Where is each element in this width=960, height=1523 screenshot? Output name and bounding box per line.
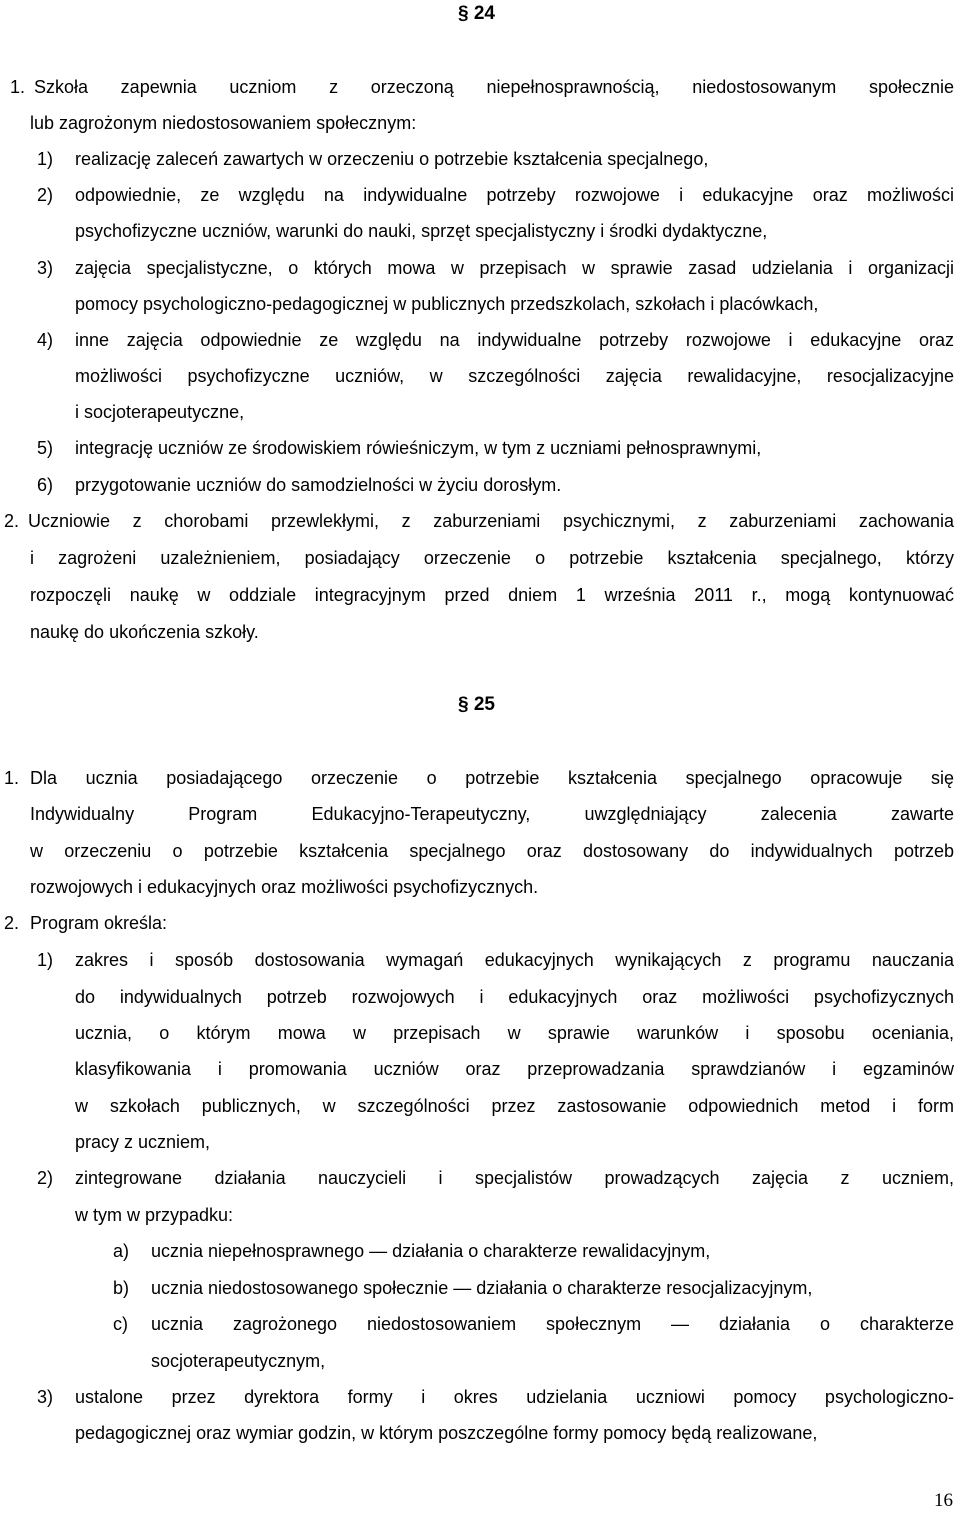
paragraph-number: 2. xyxy=(4,913,20,933)
paragraph-text-line: lub zagrożonym niedostosowaniem społecznym: xyxy=(30,113,417,133)
section-heading-24: § 24 xyxy=(458,3,495,24)
list-item-text: ustalone przez dyrektora formy i okres udzielania uczniowi pomocy psychologiczno- xyxy=(75,1387,954,1407)
sublist-item-marker: c) xyxy=(113,1314,128,1334)
paragraph-text-line: Szkoła zapewnia uczniom z orzeczoną niepełnosprawnością, niedostosowanym społecznie xyxy=(34,77,954,97)
list-item-text: w szkołach publicznych, w szczególności przez zastosowanie odpowiednich metod i form xyxy=(75,1096,954,1116)
list-item-marker: 3) xyxy=(37,1387,54,1407)
paragraph-text-line: Uczniowie z chorobami przewlekłymi, z zaburzeniami psychicznymi, z zaburzeniami zachowania xyxy=(28,511,954,531)
sublist-item-text: socjoterapeutycznym, xyxy=(151,1351,326,1371)
list-item-text: pedagogicznej oraz wymiar godzin, w którym poszczególne formy pomocy będą realizowane, xyxy=(75,1423,818,1443)
list-item-marker: 4) xyxy=(37,330,54,350)
list-item-text: zajęcia specjalistyczne, o których mowa w przepisach w sprawie zasad udzielania i organizacji xyxy=(75,258,954,278)
list-item-text: psychofizyczne uczniów, warunki do nauki, sprzęt specjalistyczny i środki dydaktyczne, xyxy=(75,221,768,241)
list-item-marker: 1) xyxy=(37,950,54,970)
sublist-item-text: ucznia zagrożonego niedostosowaniem społecznym — działania o charakterze xyxy=(151,1314,954,1334)
list-item-text: klasyfikowania i promowania uczniów oraz przeprowadzania sprawdzianów i egzaminów xyxy=(75,1059,954,1079)
list-item-text: odpowiednie, ze względu na indywidualne potrzeby rozwojowe i edukacyjne oraz możliwości xyxy=(75,185,954,205)
list-item-marker: 6) xyxy=(37,475,54,495)
section-heading-25: § 25 xyxy=(458,694,495,715)
list-item-text: ucznia, o którym mowa w przepisach w sprawie warunków i sposobu oceniania, xyxy=(75,1023,954,1043)
sublist-item-marker: b) xyxy=(113,1278,130,1298)
list-item-text: możliwości psychofizyczne uczniów, w szczególności zajęcia rewalidacyjne, resocjalizacyjne xyxy=(75,366,954,386)
paragraph-number: 1. xyxy=(10,77,26,97)
list-item-text: zakres i sposób dostosowania wymagań edukacyjnych wynikających z programu nauczania xyxy=(75,950,954,970)
list-item-marker: 2) xyxy=(37,185,54,205)
list-item-marker: 2) xyxy=(37,1168,54,1188)
list-item-text: zintegrowane działania nauczycieli i specjalistów prowadzących zajęcia z uczniem, xyxy=(75,1168,954,1188)
list-item-text: realizację zaleceń zawartych w orzeczeniu o potrzebie kształcenia specjalnego, xyxy=(75,149,709,169)
list-item-text: w tym w przypadku: xyxy=(75,1205,234,1225)
paragraph-text-line: Dla ucznia posiadającego orzeczenie o potrzebie kształcenia specjalnego opracowuje się xyxy=(30,768,954,788)
paragraph-text-line: naukę do ukończenia szkoły. xyxy=(30,622,259,642)
list-item-text: inne zajęcia odpowiednie ze względu na indywidualne potrzeby rozwojowe i edukacyjne oraz xyxy=(75,330,954,350)
list-item-text: przygotowanie uczniów do samodzielności w życiu dorosłym. xyxy=(75,475,562,495)
list-item-text: i socjoterapeutyczne, xyxy=(75,402,245,422)
paragraph-number: 2. xyxy=(4,511,20,531)
sublist-item-marker: a) xyxy=(113,1241,130,1261)
page-number: 16 xyxy=(934,1490,953,1511)
list-item-marker: 1) xyxy=(37,149,54,169)
paragraph-text-line: Program określa: xyxy=(30,913,168,933)
paragraph-text-line: rozwojowych i edukacyjnych oraz możliwości psychofizycznych. xyxy=(30,877,539,897)
paragraph-text-line: w orzeczeniu o potrzebie kształcenia specjalnego oraz dostosowany do indywidualnych potrzeb xyxy=(30,841,954,861)
paragraph-number: 1. xyxy=(4,768,20,788)
list-item-text: do indywidualnych potrzeb rozwojowych i edukacyjnych oraz możliwości psychofizycznych xyxy=(75,987,954,1007)
list-item-text: pomocy psychologiczno-pedagogicznej w publicznych przedszkolach, szkołach i placówkach, xyxy=(75,294,819,314)
list-item-text: pracy z uczniem, xyxy=(75,1132,211,1152)
paragraph-text-line: i zagrożeni uzależnieniem, posiadający orzeczenie o potrzebie kształcenia specjalnego, którzy xyxy=(30,548,954,568)
paragraph-text-line: Indywidualny Program Edukacyjno-Terapeutyczny, uwzględniający zalecenia zawarte xyxy=(30,804,954,824)
list-item-marker: 3) xyxy=(37,258,54,278)
list-item-marker: 5) xyxy=(37,438,54,458)
sublist-item-text: ucznia niedostosowanego społecznie — działania o charakterze resocjalizacyjnym, xyxy=(151,1278,813,1298)
paragraph-text-line: rozpoczęli naukę w oddziale integracyjnym przed dniem 1 września 2011 r., mogą kontynuować xyxy=(30,585,954,605)
sublist-item-text: ucznia niepełnosprawnego — działania o charakterze rewalidacyjnym, xyxy=(151,1241,711,1261)
list-item-text: integrację uczniów ze środowiskiem rówieśniczym, w tym z uczniami pełnosprawnymi, xyxy=(75,438,762,458)
